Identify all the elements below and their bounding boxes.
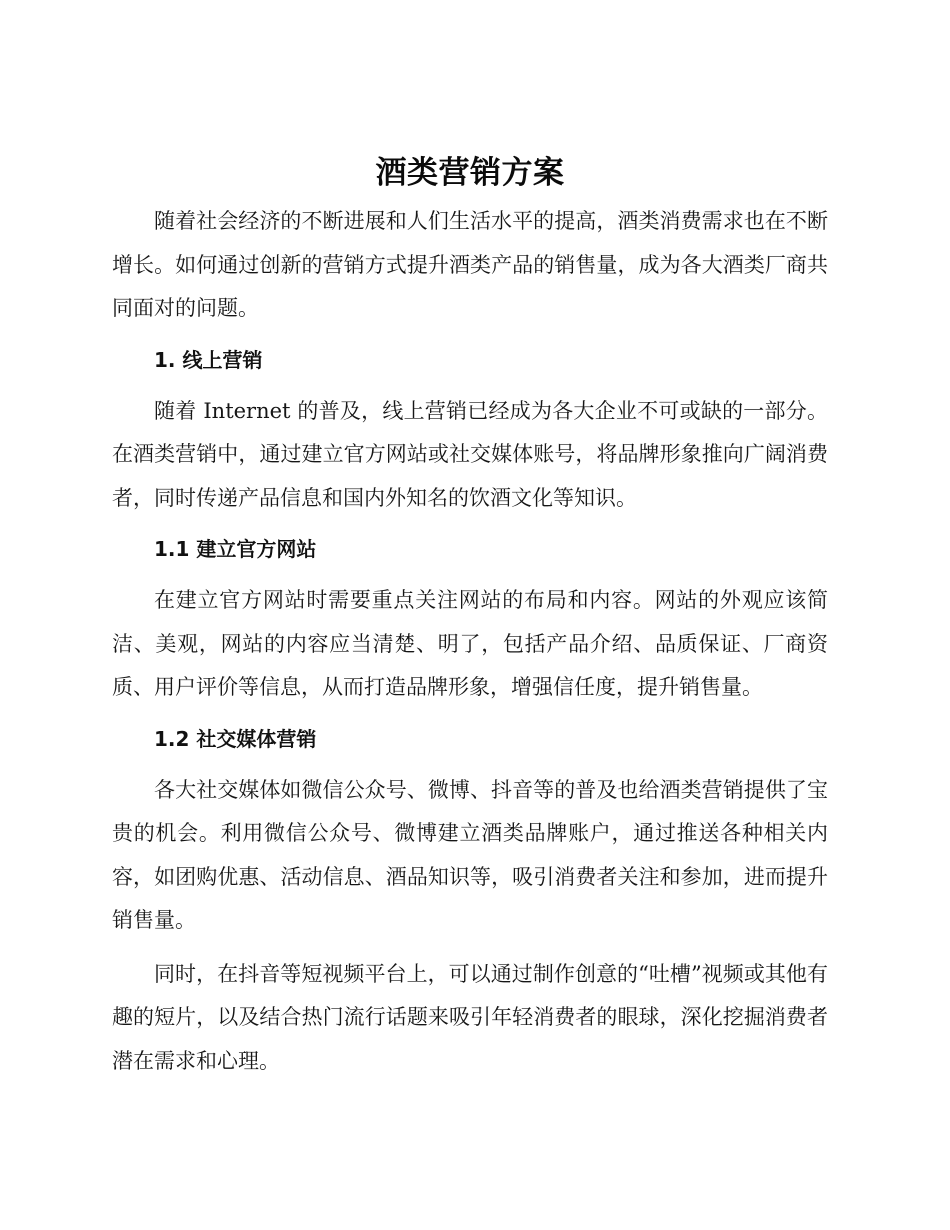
social-media-paragraph-2: 同时，在抖音等短视频平台上，可以通过制作创意的“吐槽”视频或其他有趣的短片，以及结合热门流行话题来吸引年轻消费者的眼球，深化挖掘消费者潜在需求和心理。 bbox=[112, 961, 828, 1073]
section-heading-online-marketing: 1. 线上营销 bbox=[154, 347, 263, 372]
online-marketing-paragraph: 随着 Internet 的普及，线上营销已经成为各大企业不可或缺的一部分。在酒类营销中，通过建立官方网站或社交媒体账号，将品牌形象推向广阔消费者，同时传递产品信息和国内外知名的饮酒文化等知识。 bbox=[112, 398, 828, 510]
section-heading-social-media: 1.2 社交媒体营销 bbox=[154, 726, 317, 751]
official-website-paragraph: 在建立官方网站时需要重点关注网站的布局和内容。网站的外观应该简洁、美观，网站的内容应当清楚、明了，包括产品介绍、品质保证、厂商资质、用户评价等信息，从而打造品牌形象，增强信任度，提升销售量。 bbox=[112, 588, 828, 699]
section-heading-official-website: 1.1 建立官方网站 bbox=[154, 537, 317, 561]
document-title: 酒类营销方案 bbox=[375, 155, 565, 191]
intro-paragraph: 随着社会经济的不断进展和人们生活水平的提高，酒类消费需求也在不断增长。如何通过创新的营销方式提升酒类产品的销售量，成为各大酒类厂商共同面对的问题。 bbox=[112, 209, 828, 320]
document-page bbox=[112, 146, 828, 1083]
social-media-paragraph-1: 各大社交媒体如微信公众号、微博、抖音等的普及也给酒类营销提供了宝贵的机会。利用微信公众号、微博建立酒类品牌账户，通过推送各种相关内容，如团购优惠、活动信息、酒品知识等，吸引消费者关注和参加，进而提升销售量。 bbox=[112, 777, 828, 932]
